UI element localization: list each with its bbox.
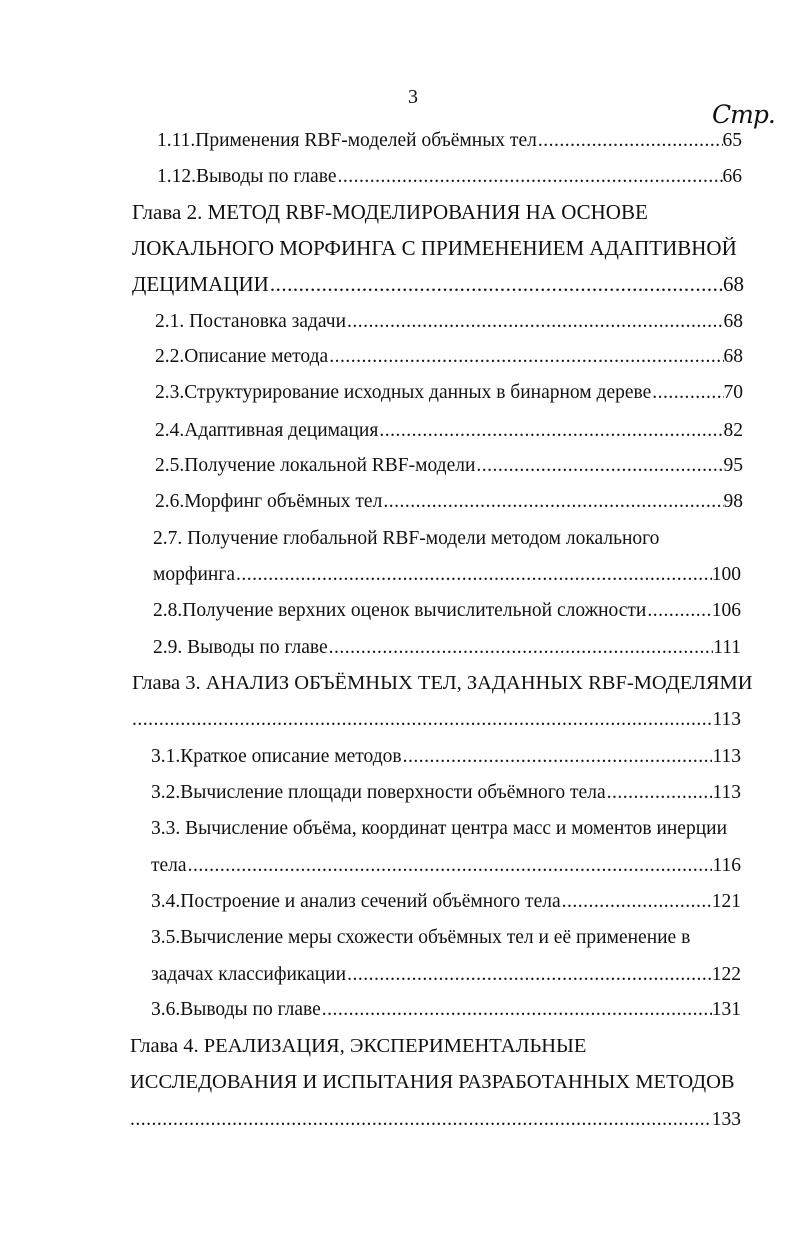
toc-entry (132, 272, 744, 302)
dot-leader (607, 782, 713, 804)
page-column-label: Стр. (712, 100, 775, 129)
toc-entry-page: 113 (712, 746, 741, 767)
toc-entry (153, 564, 741, 594)
toc-entry-title: 2.8.Получение верхних оценок вычислительной сложности (153, 600, 647, 621)
toc-entry-page: 106 (711, 600, 741, 621)
dot-leader (236, 564, 712, 586)
toc-entry-title-line: 2.7. Получение глобальной RBF-модели методом локального (153, 528, 660, 549)
toc-entry-title: 2.1. Постановка задачи (155, 311, 347, 332)
toc-entry (151, 999, 741, 1029)
chapter-heading-line: ЛОКАЛЬНОГО МОРФИНГА С ПРИМЕНЕНИЕМ АДАПТИВНОЙ (132, 236, 737, 260)
toc-entry-title: 3.6.Выводы по главе (151, 999, 321, 1020)
toc-entry-page: 65 (722, 130, 742, 151)
toc-entry-title: 2.3.Структурирование исходных данных в бинарном дереве (155, 382, 652, 403)
toc-entry-page: 133 (711, 1109, 741, 1130)
dot-leader (379, 420, 723, 442)
toc-entry-page: 113 (712, 782, 741, 803)
toc-entry-title: 1.11.Применения RBF-моделей объёмных тел (157, 130, 537, 151)
dot-leader (403, 746, 713, 768)
toc-entry-title: 2.2.Описание метода (155, 346, 329, 367)
toc-entry-page: 111 (713, 637, 741, 658)
toc-entry-page: 68 (723, 346, 743, 367)
toc-entry-title: 2.6.Морфинг объёмных тел (155, 491, 383, 512)
toc-entry (153, 600, 741, 630)
toc-entry (155, 455, 743, 485)
dot-leader (337, 166, 722, 188)
chapter-heading-line: Глава 4. РЕАЛИЗАЦИЯ, ЭКСПЕРИМЕНТАЛЬНЫЕ (130, 1035, 587, 1057)
dot-leader (347, 964, 712, 986)
toc-entry-page: 122 (711, 964, 741, 985)
toc-entry-title: 3.2.Вычисление площади поверхности объёмного тела (151, 782, 606, 803)
chapter-heading-line: Глава 3. АНАЛИЗ ОБЪЁМНЫХ ТЕЛ, ЗАДАННЫХ RBF-МОДЕЛЯМИ (132, 672, 753, 694)
toc-entry (155, 420, 743, 450)
toc-entry-title: 2.4.Адаптивная децимация (155, 420, 379, 441)
toc-entry-page: 95 (723, 455, 743, 476)
dot-leader (188, 855, 713, 877)
toc-entry-title-line: 3.5.Вычисление меры схожести объёмных тел и её применение в (151, 927, 691, 948)
dot-leader (652, 382, 723, 404)
dot-leader (322, 999, 712, 1021)
toc-entry (151, 891, 741, 921)
dot-leader (383, 491, 723, 513)
toc-entry (157, 130, 742, 160)
toc-entry-title: 2.9. Выводы по главе (153, 637, 328, 658)
toc-entry-page: 70 (723, 382, 743, 403)
toc-entry (155, 346, 743, 376)
toc-entry-page: 98 (723, 491, 743, 512)
page-number: 3 (408, 86, 418, 108)
dot-leader (132, 709, 712, 731)
dot-leader (329, 346, 723, 368)
toc-entry-page: 121 (711, 891, 741, 912)
toc-entry-page: 68 (723, 272, 744, 296)
toc-entry (155, 491, 743, 521)
toc-entry-title: тела (151, 855, 187, 876)
dot-leader (130, 1109, 712, 1131)
toc-entry-title: 3.1.Краткое описание методов (151, 746, 402, 767)
toc-entry (157, 166, 742, 196)
toc-entry-title-line: 3.3. Вычисление объёма, координат центра масс и моментов инерции (151, 818, 728, 839)
toc-entry-page: 113 (712, 709, 741, 730)
toc-entry (151, 746, 741, 776)
toc-entry-title: 1.12.Выводы по главе (157, 166, 337, 187)
toc-entry (151, 964, 741, 994)
toc-entry-title: задачах классификации (151, 964, 347, 985)
toc-entry-page: 82 (723, 420, 743, 441)
toc-entry (155, 382, 743, 412)
toc-entry (132, 709, 741, 739)
toc-entry-page: 116 (712, 855, 741, 876)
toc-entry (151, 782, 741, 812)
toc-entry-page: 68 (723, 311, 743, 332)
toc-entry-page: 131 (711, 999, 741, 1020)
toc-entry-title: 2.5.Получение локальной RBF-модели (155, 455, 476, 476)
dot-leader (647, 600, 711, 622)
chapter-heading-line: Глава 2. МЕТОД RBF-МОДЕЛИРОВАНИЯ НА ОСНОВЕ (132, 200, 648, 224)
dot-leader (347, 311, 723, 333)
chapter-heading-line: ИССЛЕДОВАНИЯ И ИСПЫТАНИЯ РАЗРАБОТАННЫХ МЕТОДОВ (130, 1071, 735, 1093)
dot-leader (562, 891, 712, 913)
dot-leader (329, 637, 714, 659)
toc-entry-title: ДЕЦИМАЦИИ (132, 272, 269, 296)
toc-entry (130, 1109, 741, 1139)
toc-entry-page: 66 (722, 166, 742, 187)
toc-entry (153, 637, 741, 667)
dot-leader (476, 455, 723, 477)
dot-leader (270, 272, 723, 297)
dot-leader (538, 130, 723, 152)
toc-entry (155, 311, 743, 341)
toc-entry (151, 855, 741, 885)
toc-entry-title: 3.4.Построение и анализ сечений объёмного тела (151, 891, 561, 912)
toc-entry-page: 100 (711, 564, 741, 585)
toc-entry-title: морфинга (153, 564, 235, 585)
